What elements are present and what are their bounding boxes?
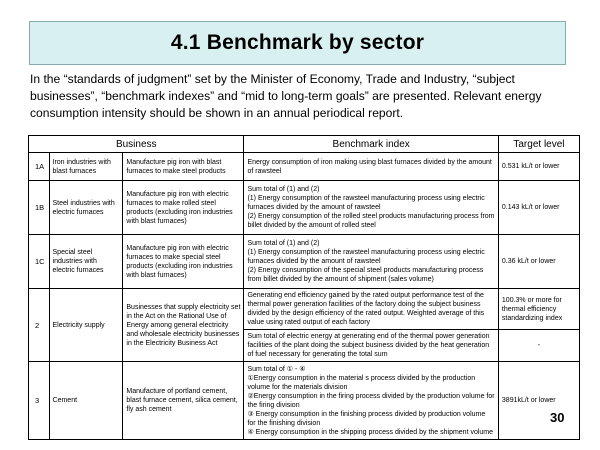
row-index xyxy=(244,362,498,440)
row-sector: Cement xyxy=(49,362,123,440)
row-index xyxy=(244,235,498,289)
row-sector: Special steel industries with electric furnaces xyxy=(49,235,123,289)
index-line: ④ Energy consumption in the shipping process divided by the shipment volume xyxy=(247,428,494,436)
page-title: 4.1 Benchmark by sector xyxy=(170,31,425,54)
index-line: (2) Energy consumption of the special steel products manufacturing process from billet divided by the amount of shipment (sales volume) xyxy=(247,267,484,283)
benchmark-table xyxy=(28,135,580,440)
row-target: - xyxy=(498,330,579,362)
row-index xyxy=(244,181,498,235)
row-business: Businesses that supply electricity set in the Act on the Rational Use of Energy among general electricity and wholesale electricity businesses in the Electricity Business Act xyxy=(123,289,244,362)
index-line: (2) Energy consumption of the rolled steel products manufacturing process from billet divided by the amount of rolled steel xyxy=(247,213,495,229)
row-sector: Electricity supply xyxy=(49,289,123,362)
row-target: 100.3% or more for thermal efficiency standardizing index xyxy=(498,289,579,330)
row-business: Manufacture pig iron with blast furnaces to make steel products xyxy=(123,153,244,181)
row-business: Manufacture pig iron with electric furnaces to make rolled steel products (excluding iron industries with blast furnaces) xyxy=(123,181,244,235)
table-row xyxy=(29,235,580,289)
row-index: Energy consumption of iron making using blast furnaces divided by the amount of rawsteel xyxy=(244,153,498,181)
row-code: 1A xyxy=(29,153,50,181)
table-row xyxy=(29,181,580,235)
index-line: Sum total of ① - ④ xyxy=(247,365,306,373)
index-line: (1) Energy consumption of the rawsteel manufacturing process using electric furnaces divided by the amount of rawsteel xyxy=(247,195,485,211)
header-business: Business xyxy=(29,136,244,153)
table-row xyxy=(29,362,580,440)
row-code: 2 xyxy=(29,289,50,362)
index-line: (1) Energy consumption of the rawsteel manufacturing process using electric furnaces divided by the amount of rawsteel xyxy=(247,249,485,265)
index-line: ②Energy consumption in the firing process divided by the production volume for the firing division xyxy=(247,392,495,409)
index-line: Sum total of (1) and (2) xyxy=(247,186,320,193)
table-row xyxy=(29,153,580,181)
index-line: Sum total of (1) and (2) xyxy=(247,240,320,247)
row-target: 0.143 kL/t or lower xyxy=(498,181,579,235)
row-target: 3891kL/t or lower xyxy=(498,362,579,440)
row-index: Sum total of electric energy at generating end of the thermal power generation facilities of the plant doing the subject business divided by the heat generation of fuel necessary for generating the total sum xyxy=(244,330,498,362)
row-sector: Iron industries with blast furnaces xyxy=(49,153,123,181)
row-index: Generating end efficiency gained by the rated output performance test of the thermal power generation facilities of the factory doing the subject business divided by the design efficiency of the rated output. Weighted average of this value using rated output of each factory xyxy=(244,289,498,330)
header-benchmark-index: Benchmark index xyxy=(244,136,498,153)
row-business: Manufacture of portland cement, blast furnace cement, silica cement, fly ash cement xyxy=(123,362,244,440)
row-code: 1B xyxy=(29,181,50,235)
table-header-row xyxy=(29,136,580,153)
page-number: 30 xyxy=(550,410,565,425)
header-target-level: Target level xyxy=(498,136,579,153)
row-target: 0.36 kL/t or lower xyxy=(498,235,579,289)
table-row xyxy=(29,289,580,330)
title-banner xyxy=(29,21,566,65)
row-code: 1C xyxy=(29,235,50,289)
index-line: ③ Energy consumption in the finishing process divided by production volume for the finishing division xyxy=(247,410,486,427)
index-line: ①Energy consumption in the material s process divided by the production volume for the materials division xyxy=(247,374,476,391)
row-target: 0.531 kL/t or lower xyxy=(498,153,579,181)
row-business: Manufacture pig iron with electric furnaces to make special steel products (excluding iron industries with blast furnaces) xyxy=(123,235,244,289)
intro-paragraph: In the “standards of judgment” set by the Minister of Economy, Trade and Industry, “subject businesses”, “benchmark indexes” and “mid to long-term goals” are presented. Relevant energy consumption intensity should be shown in an annual periodical report. xyxy=(30,72,542,120)
row-code: 3 xyxy=(29,362,50,440)
row-sector: Steel industries with electric furnaces xyxy=(49,181,123,235)
